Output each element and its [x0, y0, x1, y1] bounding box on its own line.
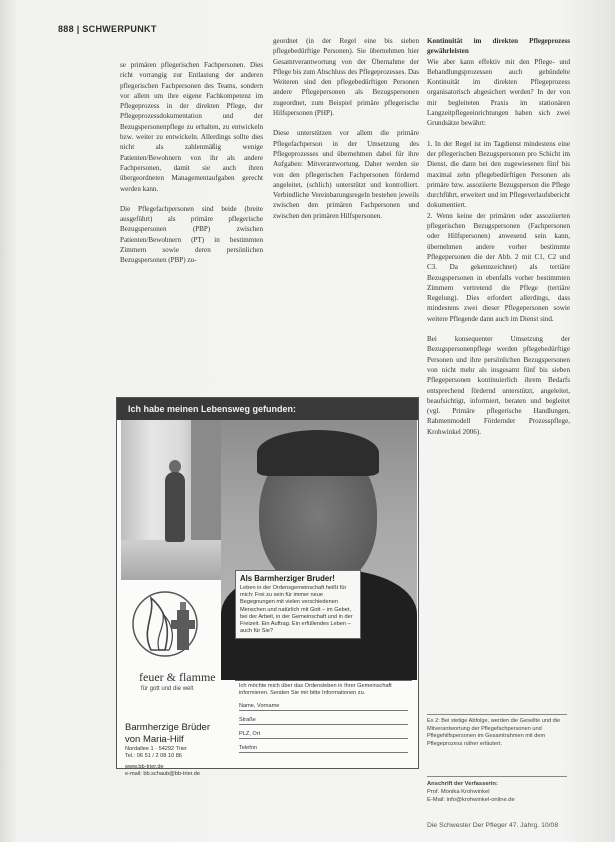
footnote: Ex 2: Bei stetige Abfolge, werden die Gesellte und die Mitverantwortung der Pflegefachpersonen und Pflegehilfspersonen im Gesamtrahmen mit dem Pflegeprozess näher erläutert. [427, 718, 561, 747]
section-heading: Kontinuität im direkten Pflegeprozess gewährleisten [427, 37, 570, 56]
org-address-line: Nordallee 1 · 54292 Trier [125, 746, 187, 752]
org-name-line: von Maria-Hilf [125, 734, 184, 745]
phone-field[interactable] [239, 741, 408, 753]
paragraph: Wie aber kann effektiv mit den Pflege- und Behandlungsprozessen auch gebündelte Kontinuität im direkten Pflegeprozess organisatorisch abgesichert werden? In der von mir begleiteten Praxis im stationären Langzeitpflegeeinrichtungen haben sich zwei Grundsätze bewährt: [427, 57, 570, 128]
page-header: 888 | SCHWERPUNKT [58, 24, 157, 34]
name-field[interactable] [239, 699, 408, 711]
page-footer: Die Schwester Der Pfleger 47. Jahrg. 10/08 [427, 822, 559, 829]
flame-cross-icon [121, 580, 221, 670]
author-label: Anschrift der Verfasserin: [427, 781, 498, 787]
author-email[interactable]: E-Mail: info@krohwinkel-online.de [427, 797, 515, 804]
city-field[interactable] [239, 727, 408, 739]
logo-wordmark: feuer & flamme [139, 670, 216, 684]
org-name-line: Barmherzige Brüder [125, 722, 211, 733]
org-address [125, 746, 187, 760]
org-name [125, 722, 210, 746]
advertisement [116, 397, 419, 778]
field-label: PLZ, Ort [239, 731, 261, 737]
paragraph: Die Pflegefachpersonen sind beide (breite ausgeführt) als primäre pflegerische Bezugspersonen (PBP) zwischen Patienten/Bewohnern (PT) in bestimmten Zimmern sowie deren persönlichen Bezugspersonen (PBP) zu- [120, 204, 263, 265]
corridor-photo [121, 420, 221, 580]
list-item: 1. In der Regel ist im Tagdienst mindestens eine der pflegerischen Bezugspersonen pro Schicht im Dienst, die dann bei den zugewiesenen fünf bis maximal zehn pflegebedürftigen Personen als primäre bzw. assoziierte Bezugsperson die Pflege durchführt, erweitert und im Pflegeverlaufsbericht dokumentiert. [427, 139, 570, 210]
reply-coupon [235, 680, 412, 764]
paragraph: se primären pflegerischen Fachpersonen. Dies richt vorrangig zur Entlastung der anderen pflegerischen Fachpersonen des Teams, sondern vor allem um ihre eigene Fachkompetenz im Pflegeprozess in der direkten Pflege, der Pflegeprozessdokumentation und der Bezugspersonenpflege zu erhalten, zu entwickeln bzw. weiter zu entwickeln. Allerdings sollte dies nicht als zahlenmäßig wenige Patienten/Bewohnern von ihr als andere Fachpersonen, damit sie auch ihren übergeordneten Managementaufgaben gerecht werden kann. [120, 61, 263, 193]
column-1 [120, 60, 263, 266]
org-email[interactable]: e-mail: bb.schaub@bb-trier.de [125, 771, 201, 778]
divider [427, 776, 567, 777]
list-item: 2. Wenn keine der primären oder assoziierten pflegerischen Bezugspersonen (Fachpersonen oder Hilfspersonen) anwesend sein kann, übernehmen andere vorher bestimmte Pflegepersonen die der Abb. 2 mit C1, C2 und C3. Da gekennzeichnet) als tertiäre Bezugspersonen in ebenfalls vorher bestimmten Zimmern vertretend die Pflege (tertiäre Regelung). Dies erfordert allerdings, dass mindestens zwei dieser Pflegepersonen sowie weitere Pflegende dann auch im Dienst sind. [427, 211, 570, 323]
ad-banner: Ich habe meinen Lebensweg gefunden: [117, 398, 418, 420]
org-phone: Tel.: 06 51 / 2 08 10 86 [125, 753, 182, 760]
divider [427, 714, 567, 715]
logo-tagline: für gott und die welt [141, 686, 194, 692]
column-2 [273, 36, 419, 221]
author-name: Prof. Monika Krohwinkel [427, 789, 490, 796]
paragraph: geordnet (in der Regel eine bis sieben pflegebedürftige Personen). Sie übernehmen hier Gesamtverantwortung von der Übernahme der Pflege bis zum Abschluss des Pflegeprozesses. Das Weiteren sind den pflegebedürftigen Personen andere Pflegepersonen als Bezugspersonen zugeordnet, zum Beispiel primäre pflegerische Hilfspersonen (PHP). [273, 37, 419, 118]
field-label: Straße [239, 717, 256, 723]
street-field[interactable] [239, 713, 408, 725]
author-address [427, 780, 567, 805]
ad-callout [235, 570, 361, 639]
field-label: Name, Vorname [239, 703, 280, 709]
portrait-photo [221, 420, 417, 680]
org-web [125, 764, 200, 778]
paragraph: Bei konsequenter Umsetzung der Bezugspersonenpflege werden pflegebedürftige Personen und ihre persönlichen Bezugspersonen von nicht mehr als insgesamt fünf bis sieben Pflegepersonen kontinuierlich ihrem Bedarfs entsprechend fördernd unterstützt, angeleitet, beaufsichtigt, informiert, beraten und begleitet (vgl. Primäre pflegerische Handlungen, Rahmenmodell Fördernder Prozesspflege, Krohwinkel 2006). [427, 335, 570, 436]
column-3 [427, 36, 570, 437]
callout-text: Leben in der Ordensgemeinschaft heißt für mich: Frei zu sein für immer neue Begegnungen mit vielen verschiedenen Menschen und natürlich mit Gott – im Gebet, bei der Arbeit, in der Gemeinschaft und in der Freizeit. Ein Auftrag. Ein erfüllendes Leben – auch für Sie? [240, 585, 353, 635]
org-website[interactable]: www.bb-trier.de [125, 764, 164, 770]
field-label: Telefon [239, 745, 258, 751]
coupon-text: Ich möchte mich über das Ordensleben in Ihrer Gemeinschaft informieren. Senden Sie mir bitte Informationen zu. [239, 683, 392, 696]
feuer-flamme-logo [121, 580, 221, 708]
callout-title: Als Barmherziger Bruder! [240, 574, 335, 583]
paragraph: Diese unterstützen vor allem die primäre Pflegefachperson in der Umsetzung des Pflegeprozesses und übernehmen dabei für ihre Aufgaben: Mitverantwortung. Daher werden sie von den pflegerischen Fachpersonen fördernd angeleitet, (schlich) unterstützt und kontrolliert. Verbindliche Vereinbarungsregeln bestehen jeweils zwischen den primären Fachpersonen und zwischen den primären Hilfspersonen. [273, 129, 419, 220]
